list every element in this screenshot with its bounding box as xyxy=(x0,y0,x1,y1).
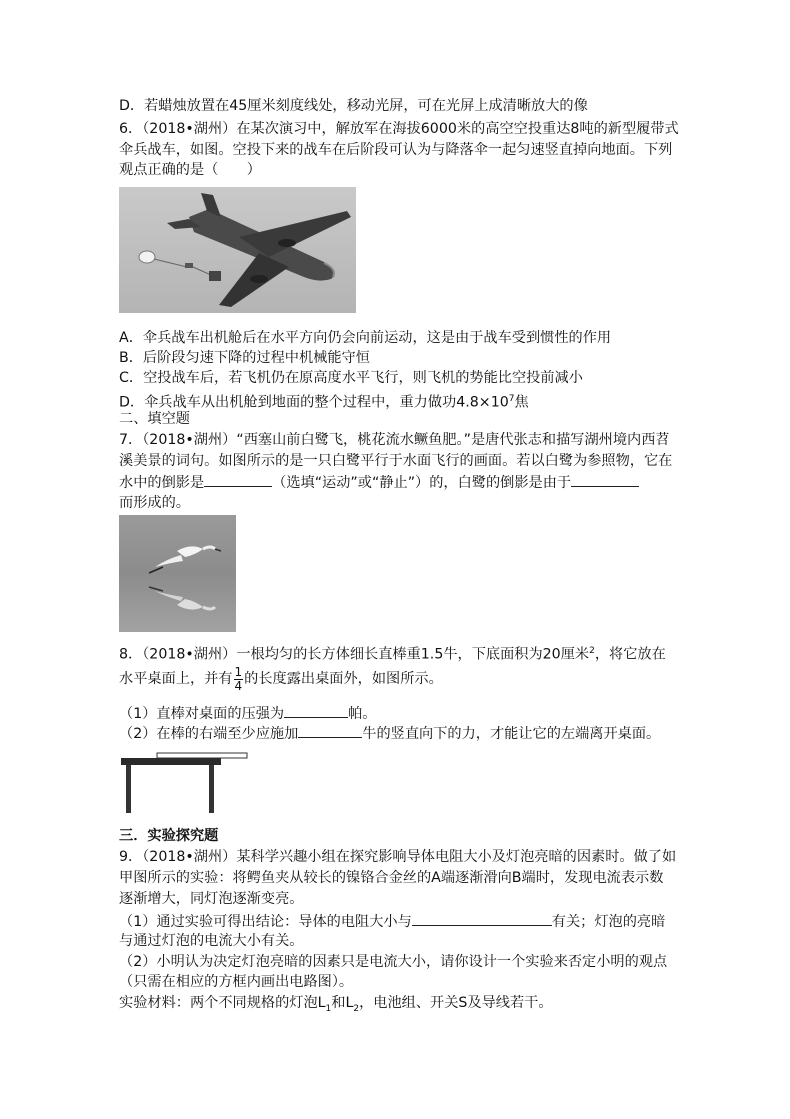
q7-line3-text-b: （选填“运动”或“静止”）的，白鹭的倒影是由于 xyxy=(272,475,572,491)
q8-sub1-text-a: （1）直棒对桌面的压强为 xyxy=(119,706,285,722)
q9-sub2-line2: （只需在相应的方框内画出电路图）。 xyxy=(119,974,354,990)
q6-stem-line1: 6．（2018•湖州）在某次演习中，解放军在海拔6000米的高空空投重达8吨的新型履带式 xyxy=(119,121,679,137)
q9-stem-line3: 逐渐增大，同灯泡逐渐变亮。 xyxy=(119,891,304,907)
section-experiment-title: 三．实验探究题 xyxy=(119,828,219,844)
fraction-numerator: 1 xyxy=(234,664,243,679)
q8-blank-force[interactable] xyxy=(298,723,362,738)
q8-sub1 xyxy=(119,703,376,724)
q7-stem-line4: 而形成的。 xyxy=(119,495,190,511)
q8-line2-text-b: 的长度露出桌面外，如图所示。 xyxy=(244,671,443,687)
fraction-one-quarter xyxy=(234,666,244,693)
q9-bulb1-subscript: 1 xyxy=(325,1003,332,1014)
q8-line1-text-b: ，将它放在 xyxy=(594,646,666,663)
fraction-denominator: 4 xyxy=(234,678,243,693)
q7-blank-2[interactable] xyxy=(571,472,639,487)
q8-blank-pressure[interactable] xyxy=(284,703,348,718)
q5-option-d: D．若蜡烛放置在45厘米刻度线处，移动光屏，可在光屏上成清晰放大的像 xyxy=(119,98,588,114)
q6-option-d-unit: 焦 xyxy=(514,394,529,411)
q7-stem-line2: 溪美景的词句。如图所示的是一只白鹭平行于水面飞行的画面。若以白鹭为参照物，它在 xyxy=(119,453,673,469)
q8-sub2 xyxy=(119,723,660,744)
q6-stem-line2: 伞兵战车，如图。空投下来的战车在后阶段可认为与降落伞一起匀速竖直掉向地面。下列 xyxy=(119,142,673,158)
q8-stem-line2 xyxy=(119,664,443,694)
q9-stem-line2: 甲图所示的实验：将鳄鱼夹从较长的镍铬合金丝的A端逐渐滑向B端时，发现电流表示数 xyxy=(119,870,664,886)
q7-blank-1[interactable] xyxy=(204,472,272,487)
q6-stem-line3: 观点正确的是（ ） xyxy=(119,162,261,178)
q9-materials-text-a: 实验材料：两个不同规格的灯泡L xyxy=(119,995,326,1011)
q9-blank-resistance[interactable] xyxy=(412,911,552,926)
q9-sub1-text-a: （1）通过实验可得出结论：导体的电阻大小与 xyxy=(119,914,412,930)
q8-area-exponent: 2 xyxy=(589,646,595,656)
q9-sub1-text-b: 有关；灯泡的亮暗 xyxy=(551,914,666,930)
q6-option-d-text: D．伞兵战车从出机舱到地面的整个过程中，重力做功4.8×10 xyxy=(119,394,509,411)
q8-line1-text-a: 8．（2018•湖州）一根均匀的长方体细长直棒重1.5牛，下底面积为20厘米 xyxy=(119,646,590,663)
q9-sub1-line2: 与通过灯泡的电流大小有关。 xyxy=(119,933,304,949)
q9-materials xyxy=(119,993,553,1019)
q9-bulb2-subscript: 2 xyxy=(353,1003,360,1014)
q8-sub2-text-b: 牛的竖直向下的力，才能让它的左端离开桌面。 xyxy=(362,726,661,742)
q8-sub2-text-a: （2）在棒的右端至少应施加 xyxy=(119,726,299,742)
q8-line2-text-a: 水平桌面上，并有 xyxy=(119,671,233,687)
q6-option-b: B．后阶段匀速下降的过程中机械能守恒 xyxy=(119,350,370,366)
rod-on-table-diagram xyxy=(119,750,249,816)
q8-sub1-text-b: 帕。 xyxy=(348,706,377,722)
q9-sub1 xyxy=(119,911,665,932)
airplane-airdrop-photo xyxy=(119,187,356,313)
q6-option-c: C．空投战车后，若飞机仍在原高度水平飞行，则飞机的势能比空投前减小 xyxy=(119,370,583,386)
q7-stem-line3 xyxy=(119,472,639,493)
q8-stem-line1 xyxy=(119,641,666,665)
q9-materials-text-c: ，电池组、开关S及导线若干。 xyxy=(359,995,553,1011)
egret-reflection-photo xyxy=(119,515,236,632)
q7-stem-line1: 7．（2018•湖州）“西塞山前白鹭飞，桃花流水鳜鱼肥。”是唐代张志和描写湖州境内西苕 xyxy=(119,432,670,448)
q9-materials-text-b: 和L xyxy=(331,995,354,1011)
q7-line3-text-a: 水中的倒影是 xyxy=(119,475,205,491)
section-fill-in-title: 二、填空题 xyxy=(119,411,190,427)
q9-stem-line1: 9．（2018•湖州）某科学兴趣小组在探究影响导体电阻大小及灯泡亮暗的因素时。做了如 xyxy=(119,849,677,865)
q6-option-a: A．伞兵战车出机舱后在水平方向仍会向前运动，这是由于战车受到惯性的作用 xyxy=(119,330,612,346)
q6-option-d-exponent: 7 xyxy=(508,394,515,404)
q9-sub2-line1: （2）小明认为决定灯泡亮暗的因素只是电流大小，请你设计一个实验来否定小明的观点 xyxy=(119,954,668,970)
